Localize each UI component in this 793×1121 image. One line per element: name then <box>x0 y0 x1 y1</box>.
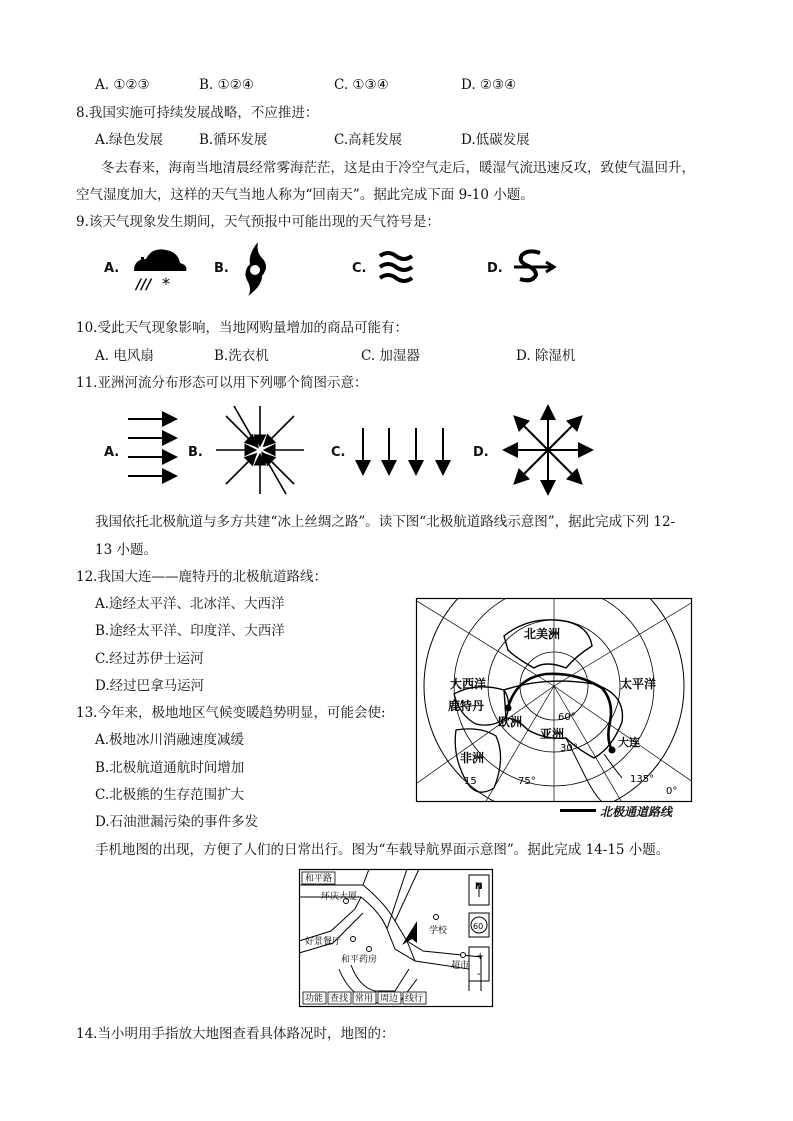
map-label-lon0: 0° <box>666 786 678 797</box>
legend-route-line <box>560 809 596 812</box>
nav-label-huanqing-building: 环庆大厦 <box>321 892 358 902</box>
q13-option-d: D.石油泄漏污染的事件多发 <box>95 814 259 830</box>
q7-option-a: A. ①②③ <box>95 77 150 93</box>
nav-zoom-in: + <box>476 951 485 962</box>
q8-stem: 8.我国实施可持续发展战略，不应推进： <box>76 105 319 121</box>
nav-label-haojing-restaurant: 好景餐厅 <box>305 937 342 947</box>
q12-option-d: D.经过巴拿马运河 <box>95 678 205 694</box>
q13-option-a: A.极地冰川消融速度减缓 <box>95 732 245 748</box>
nav-button-route: 线行 <box>405 994 424 1004</box>
q7-option-c: C. ①③④ <box>334 77 389 93</box>
q9-label-a: A. <box>104 261 120 276</box>
q8-option-c: C.高耗发展 <box>334 132 403 148</box>
rain-snow-cloud-icon <box>130 243 190 293</box>
arctic-route-map <box>416 598 692 802</box>
sandstorm-icon <box>512 247 556 287</box>
map-label-lon75: 75° <box>518 776 536 787</box>
q13-option-b: B.北极航道通航时间增加 <box>95 760 245 776</box>
nav-north-label: N <box>475 882 483 892</box>
fog-icon <box>378 250 418 286</box>
q9-label-c: C. <box>352 261 367 276</box>
nav-label-school: 学校 <box>429 926 448 936</box>
typhoon-icon <box>240 240 270 298</box>
q9-label-d: D. <box>487 261 503 276</box>
q11-stem: 11.亚洲河流分布形态可以用下列哪个简图示意： <box>76 375 368 391</box>
map-label-north-america: 北美洲 <box>524 627 561 641</box>
map-label-europe: 欧洲 <box>498 715 523 729</box>
q11-label-c: C. <box>331 445 346 460</box>
converging-arrows-icon <box>214 404 306 496</box>
q7-option-d: D. ②③④ <box>461 77 517 93</box>
nav-button-function: 功能 <box>305 994 324 1004</box>
q12-option-a: A.途经太平洋、北冰洋、大西洋 <box>95 596 285 612</box>
q12-stem: 12.我国大连——鹿特丹的北极航道路线： <box>76 569 327 585</box>
q12-option-c: C.经过苏伊士运河 <box>95 651 204 667</box>
parallel-down-arrows-icon <box>353 426 453 478</box>
svg-text:*: * <box>162 274 170 293</box>
diverging-arrows-icon <box>500 402 596 498</box>
nav-zoom-out: - <box>477 969 481 980</box>
q10-option-a: A. 电风扇 <box>95 348 154 364</box>
q8-option-a: A.绿色发展 <box>95 132 164 148</box>
nav-speed-label: 60 <box>473 922 484 931</box>
passage-12-13-line1: 我国依托北极航道与多方共建“冰上丝绸之路”。读下图“北极航道路线示意图”，据此完成下列 12- <box>95 514 676 530</box>
q12-option-b: B.途经太平洋、印度洋、大西洋 <box>95 623 285 639</box>
q10-option-d: D. 除湿机 <box>516 348 576 364</box>
nav-label-heping-road: 和平路 <box>305 874 333 884</box>
parallel-right-arrows-icon <box>126 413 182 489</box>
map-label-pacific: 太平洋 <box>620 677 657 691</box>
q7-option-b: B. ①②④ <box>199 77 254 93</box>
map-label-lon135: 135° <box>630 774 655 785</box>
q11-label-a: A. <box>104 445 120 460</box>
map-label-lat60: 60° <box>558 712 576 723</box>
q11-label-d: D. <box>473 445 489 460</box>
map-label-dalian: 大连 <box>618 736 640 749</box>
map-label-asia: 亚洲 <box>540 727 565 741</box>
q9-stem: 9.该天气现象发生期间，天气预报中可能出现的天气符号是： <box>76 214 440 230</box>
nav-button-search: 查找 <box>330 994 349 1004</box>
map-label-atlantic: 大西洋 <box>450 677 487 691</box>
q10-option-c: C. 加湿器 <box>361 348 420 364</box>
nav-label-heping-pharmacy: 和平药房 <box>341 955 378 965</box>
q14-stem: 14.当小明用手指放大地图查看具体路况时，地图的： <box>76 1026 395 1042</box>
q11-label-b: B. <box>188 445 203 460</box>
map-label-rotterdam: 鹿特丹 <box>448 699 485 713</box>
svg-text:///: /// <box>136 277 152 293</box>
passage-9-10-line2: 空气湿度加大，这样的天气当地人称为“回南天”。据此完成下面 9-10 小题。 <box>76 187 534 203</box>
q8-option-d: D.低碳发展 <box>461 132 530 148</box>
nav-button-nearby: 周边 <box>380 994 399 1004</box>
q10-option-b: B.洗衣机 <box>214 348 269 364</box>
map-label-africa: 非洲 <box>460 751 485 765</box>
passage-14-15: 手机地图的出现，方便了人们的日常出行。图为“车载导航界面示意图”。据此完成 14-15 小题。 <box>95 842 670 858</box>
q13-stem: 13.今年来，极地地区气候变暖趋势明显，可能会使: <box>76 705 386 721</box>
map-label-lon15: 15 <box>464 776 477 787</box>
legend-route-text: 北极通道路线 <box>600 805 673 819</box>
q8-option-b: B.循环发展 <box>199 132 268 148</box>
q10-stem: 10.受此天气现象影响，当地网购量增加的商品可能有： <box>76 320 408 336</box>
nav-button-common: 常用 <box>355 994 374 1004</box>
passage-12-13-line2: 13 小题。 <box>95 542 157 558</box>
q9-label-b: B. <box>214 261 229 276</box>
car-navigation-map <box>299 869 493 1007</box>
q13-option-c: C.北极熊的生存范围扩大 <box>95 787 245 803</box>
nav-label-supermarket: 超市 <box>451 961 470 971</box>
passage-9-10-line1: 冬去春来，海南当地清晨经常雾海茫茫，这是由于冷空气走后，暖湿气流迅速反攻，致使气温回升， <box>101 160 695 176</box>
map-label-lat30: 30° <box>560 743 578 754</box>
